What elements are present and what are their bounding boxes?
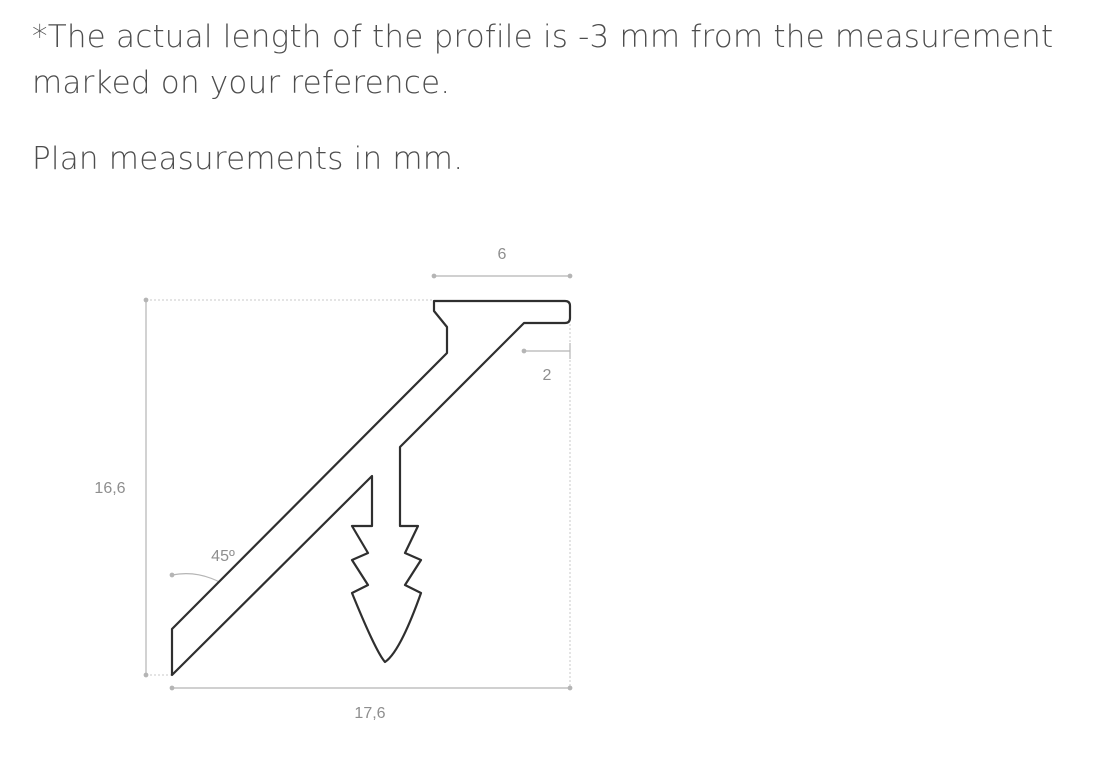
- base-width-tick-left: [170, 686, 174, 690]
- top-width-label: 6: [497, 246, 507, 263]
- top-width-tick-right: [568, 274, 572, 278]
- units-note: Plan measurements in mm.: [32, 141, 464, 177]
- angle-arc-tick: [170, 573, 174, 577]
- height-label: 16,6: [94, 480, 126, 497]
- height-tick-top: [144, 298, 148, 302]
- profile-outline: [172, 301, 570, 675]
- base-width-tick-right: [568, 686, 572, 690]
- angle-label: 45º: [211, 548, 235, 565]
- lip-tick-left: [522, 349, 526, 353]
- height-tick-bottom: [144, 673, 148, 677]
- lip-label: 2: [542, 367, 552, 384]
- length-note: *The actual length of the profile is -3 mm from the measurement marked on your reference.: [32, 19, 1054, 101]
- top-width-tick-left: [432, 274, 436, 278]
- base-width-label: 17,6: [354, 705, 386, 722]
